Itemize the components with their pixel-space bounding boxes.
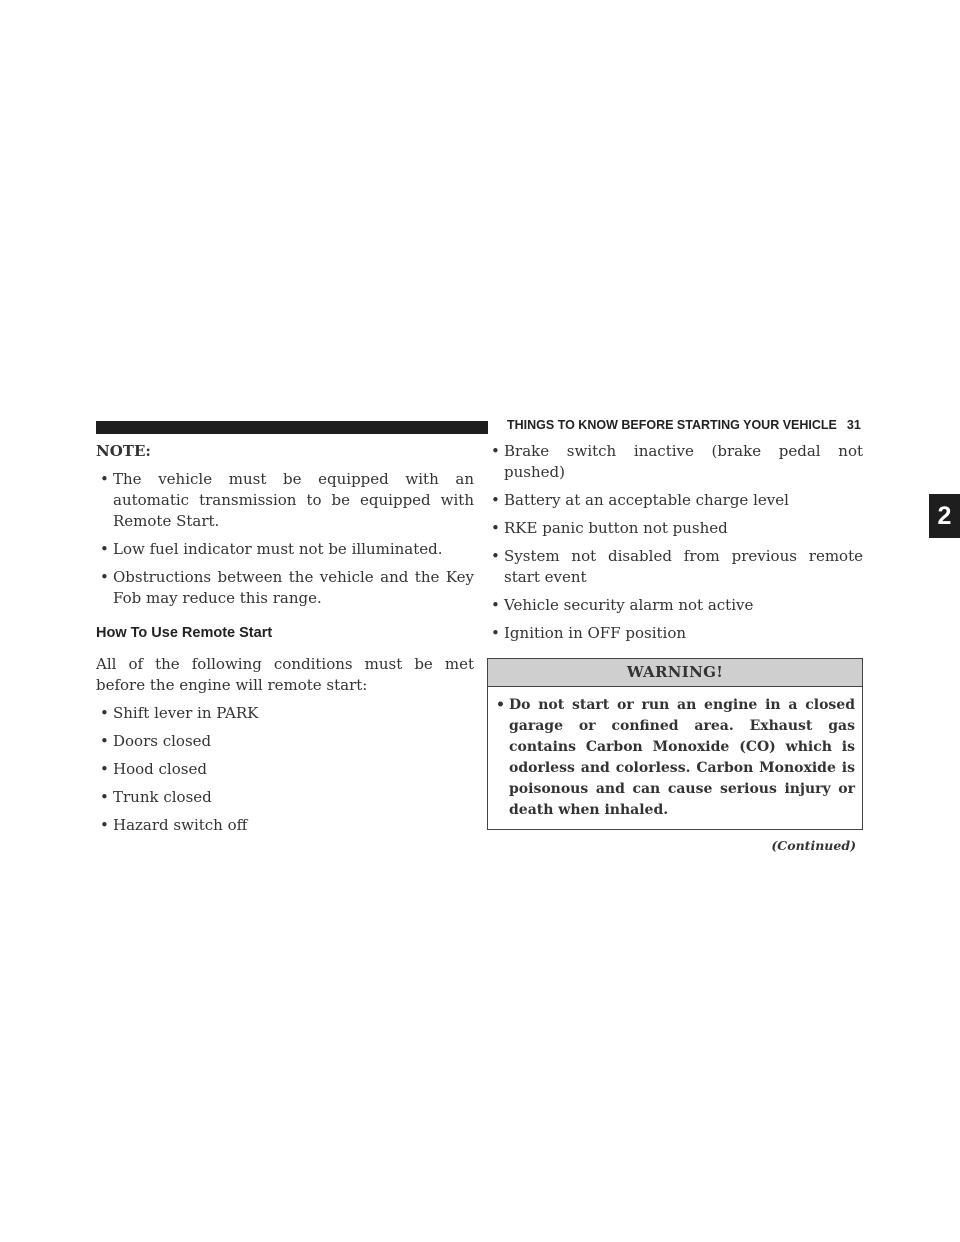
list-item: • Brake switch inactive (brake pedal not pushed) — [487, 441, 863, 483]
continued-label: (Continued) — [771, 838, 856, 853]
list-item: • Battery at an acceptable charge level — [487, 490, 863, 511]
conditions-list-continued — [487, 441, 863, 644]
list-item: • The vehicle must be equipped with an automatic transmission to be equipped with Remote Start. — [96, 469, 474, 532]
list-item: • System not disabled from previous remote start event — [487, 546, 863, 588]
warning-item: • Do not start or run an engine in a closed garage or confined area. Exhaust gas contains Carbon Monoxide (CO) which is odorless and colorless. Carbon Monoxide is poisonous and can cause serious injury or death when inhaled. — [492, 695, 855, 821]
header-rule — [96, 421, 488, 434]
list-item: • Ignition in OFF position — [487, 623, 863, 644]
running-header — [507, 418, 861, 432]
warning-box — [487, 658, 863, 830]
list-item: • Hood closed — [96, 759, 474, 780]
list-item: • Shift lever in PARK — [96, 703, 474, 724]
list-item: • Doors closed — [96, 731, 474, 752]
chapter-tab: 2 — [929, 494, 960, 538]
right-column — [487, 441, 863, 856]
warning-list — [492, 695, 855, 821]
warning-title: WARNING! — [488, 659, 862, 687]
list-item: • Hazard switch off — [96, 815, 474, 836]
list-item: • Obstructions between the vehicle and the Key Fob may reduce this range. — [96, 567, 474, 609]
section-title: THINGS TO KNOW BEFORE STARTING YOUR VEHICLE — [507, 418, 837, 432]
left-column — [96, 441, 474, 843]
list-item: • Vehicle security alarm not active — [487, 595, 863, 616]
note-label: NOTE: — [96, 442, 151, 460]
intro-paragraph: All of the following conditions must be met before the engine will remote start: — [96, 655, 474, 694]
warning-body — [488, 687, 862, 829]
page-number: 31 — [846, 418, 861, 432]
list-item: • Low fuel indicator must not be illuminated. — [96, 539, 474, 560]
note-list — [96, 469, 474, 609]
section-heading: How To Use Remote Start — [96, 625, 273, 641]
list-item: • Trunk closed — [96, 787, 474, 808]
list-item: • RKE panic button not pushed — [487, 518, 863, 539]
conditions-list — [96, 703, 474, 836]
